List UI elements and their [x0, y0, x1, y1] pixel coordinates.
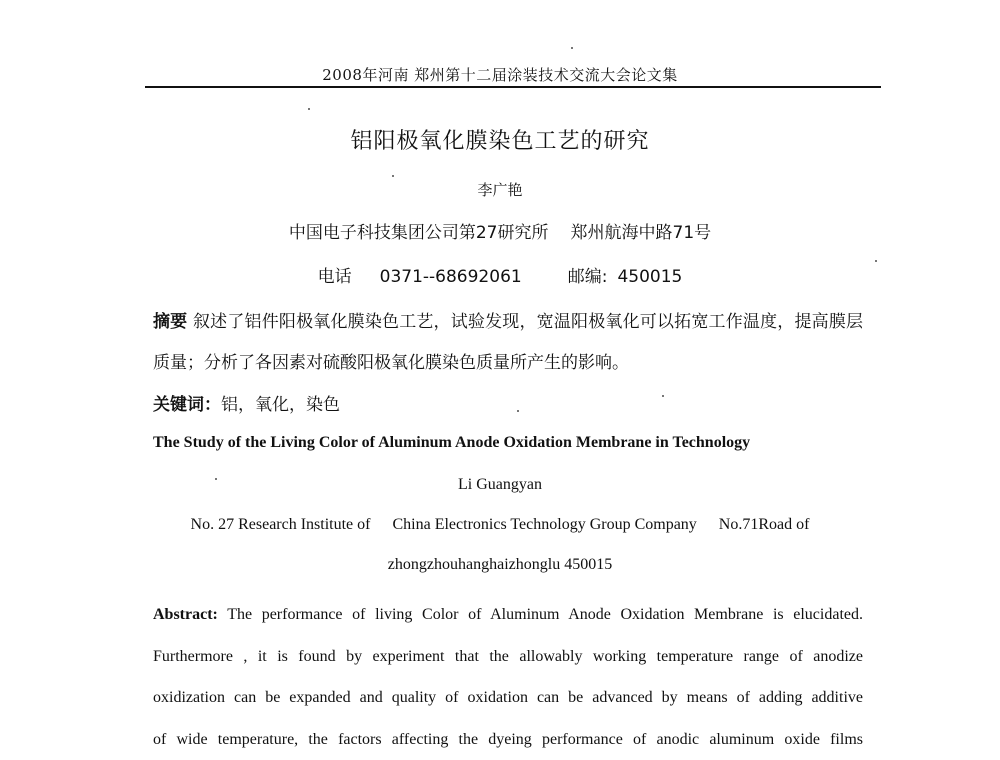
abstract-line: oxidization can be expanded and quality of oxidation can be advanced by means of adding additive: [153, 689, 863, 706]
abstract-line-text: The performance of living Color of Aluminum Anode Oxidation Membrane is elucidated.: [227, 606, 863, 623]
postcode-label: 邮编:: [567, 267, 608, 287]
paper-author: 李广艳: [477, 181, 523, 199]
scan-speck: [571, 47, 573, 49]
proceedings-header: 2008年河南 郑州第十二届涂装技术交流大会论文集: [322, 66, 678, 84]
affiliation-org: 中国电子科技集团公司第27研究所: [288, 223, 549, 243]
abstract-line: of wide temperature, the factors affecting the dyeing performance of anodic aluminum oxide films: [153, 730, 863, 748]
english-title: The Study of the Living Color of Aluminum Anode Oxidation Membrane in Technology: [153, 434, 751, 451]
phone-label: 电话: [317, 267, 352, 287]
paper-affiliation: [0, 218, 1000, 243]
scan-speck: [392, 175, 394, 177]
abstract-line: Furthermore , it is found by experiment that the allowably working temperature range of anodize: [153, 647, 863, 665]
english-affiliation-part2: China Electronics Technology Group Company: [392, 516, 697, 533]
paper-title: 铝阳极氧化膜染色工艺的研究: [350, 129, 650, 154]
english-affiliation-part3: No.71Road of: [718, 516, 810, 533]
abstract-label: Abstract:: [153, 606, 218, 623]
scan-speck: [215, 478, 217, 480]
header-rule: [145, 86, 881, 88]
english-abstract: [153, 594, 863, 760]
scan-speck: [308, 108, 310, 110]
affiliation-address: 郑州航海中路71号: [570, 223, 712, 243]
contact-line: [0, 262, 1000, 287]
chinese-keywords: [153, 390, 340, 415]
abstract-cn-label: 摘要: [153, 312, 188, 332]
english-affiliation: [0, 516, 1000, 534]
scan-speck: [875, 260, 877, 262]
scan-speck: [517, 410, 519, 412]
scan-speck: [662, 395, 664, 397]
keywords-cn-label: 关键词：: [153, 395, 221, 415]
postcode-value: 450015: [617, 267, 683, 287]
abstract-line: [153, 594, 863, 636]
phone-number: 0371--68692061: [379, 267, 522, 287]
english-author: Li Guangyan: [458, 476, 542, 493]
abstract-cn-text: 叙述了铝件阳极氧化膜染色工艺，试验发现，宽温阳极氧化可以拓宽工作温度，提高膜层质量；分析了各因素对硫酸阳极氧化膜染色质量所产生的影响。: [153, 312, 864, 373]
keywords-cn-text: 铝，氧化，染色: [221, 395, 340, 415]
chinese-abstract: [153, 302, 863, 384]
english-affiliation-part1: No. 27 Research Institute of: [190, 516, 371, 533]
english-affiliation-line2: zhongzhouhanghaizhonglu 450015: [387, 556, 613, 573]
